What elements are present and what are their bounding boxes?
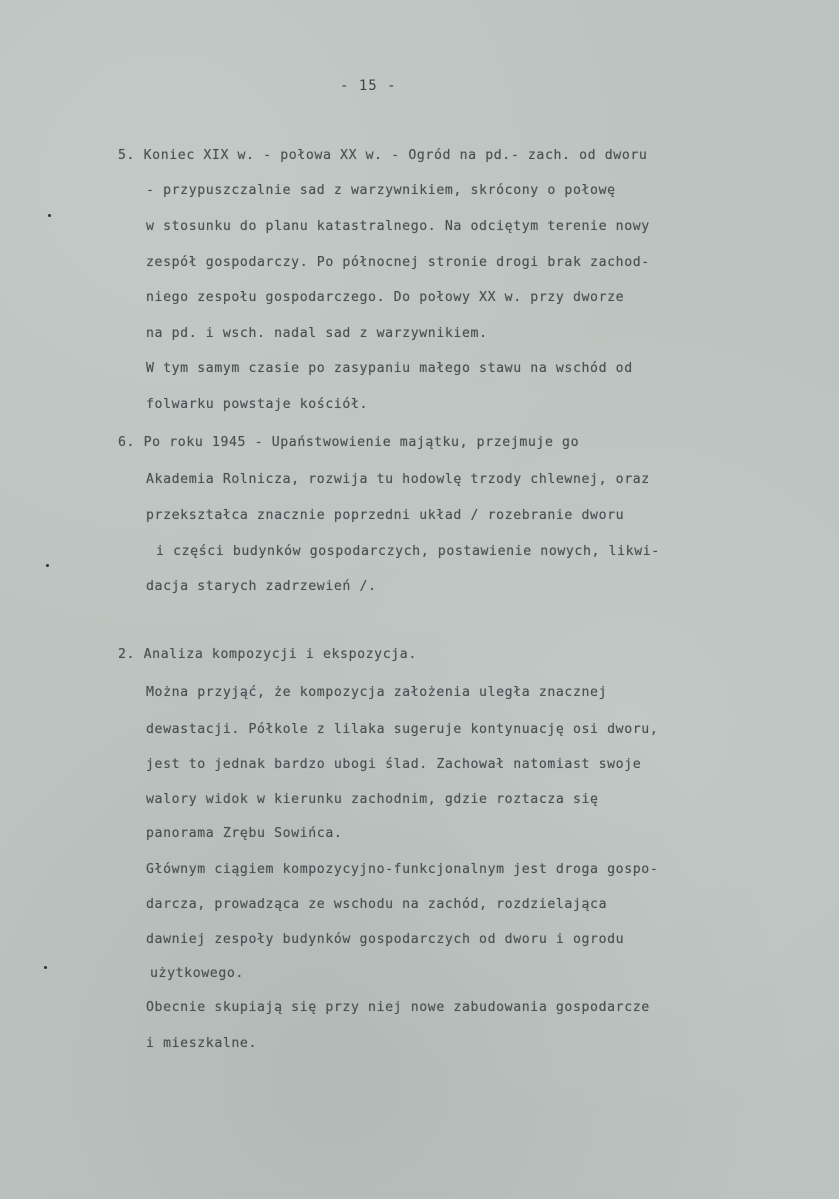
text-line: i części budynków gospodarczych, postawienie nowych, likwi- bbox=[156, 544, 660, 559]
text-line: przekształca znacznie poprzedni układ / rozebranie dworu bbox=[146, 508, 625, 523]
text-line: 6. Po roku 1945 - Upaństwowienie majątku, przejmuje go bbox=[118, 435, 580, 450]
scan-speck bbox=[44, 966, 47, 969]
text-line: niego zespołu gospodarczego. Do połowy XX w. przy dworze bbox=[146, 290, 625, 305]
text-line: jest to jednak bardzo ubogi ślad. Zachował natomiast swoje bbox=[146, 757, 642, 772]
text-line: użytkowego. bbox=[150, 966, 244, 981]
text-line: Głównym ciągiem kompozycyjno-funkcjonalnym jest droga gospo- bbox=[146, 862, 659, 877]
text-line: walory widok w kierunku zachodnim, gdzie roztacza się bbox=[146, 792, 599, 807]
text-line: Akademia Rolnicza, rozwija tu hodowlę trzody chlewnej, oraz bbox=[146, 472, 650, 487]
text-line: darcza, prowadząca ze wschodu na zachód, rozdzielająca bbox=[146, 897, 608, 912]
text-line: dawniej zespoły budynków gospodarczych od dworu i ogrodu bbox=[146, 932, 625, 947]
text-line: i mieszkalne. bbox=[146, 1036, 258, 1051]
text-line: zespół gospodarczy. Po północnej stronie drogi brak zachod- bbox=[146, 255, 650, 270]
text-line: - przypuszczalnie sad z warzywnikiem, skrócony o połowę bbox=[146, 183, 616, 198]
scan-speck bbox=[46, 564, 49, 567]
text-line: 5. Koniec XIX w. - połowa XX w. - Ogród na pd.- zach. od dworu bbox=[118, 148, 648, 163]
scan-speck bbox=[48, 214, 51, 217]
text-line: W tym samym czasie po zasypaniu małego stawu na wschód od bbox=[146, 361, 633, 376]
text-line: dacja starych zadrzewień /. bbox=[146, 579, 377, 594]
section-heading: 2. Analiza kompozycji i ekspozycja. bbox=[118, 647, 417, 662]
text-line: Można przyjąć, że kompozycja założenia uległa znacznej bbox=[146, 685, 608, 700]
text-line: w stosunku do planu katastralnego. Na odciętym terenie nowy bbox=[146, 219, 650, 234]
text-line: Obecnie skupiają się przy niej nowe zabudowania gospodarcze bbox=[146, 1000, 650, 1015]
text-line: na pd. i wsch. nadal sad z warzywnikiem. bbox=[146, 326, 488, 341]
page-number: - 15 - bbox=[340, 78, 397, 94]
text-line: panorama Zrębu Sowińca. bbox=[146, 826, 343, 841]
text-line: dewastacji. Półkole z lilaka sugeruje kontynuację osi dworu, bbox=[146, 722, 659, 737]
text-line: folwarku powstaje kościół. bbox=[146, 397, 369, 412]
